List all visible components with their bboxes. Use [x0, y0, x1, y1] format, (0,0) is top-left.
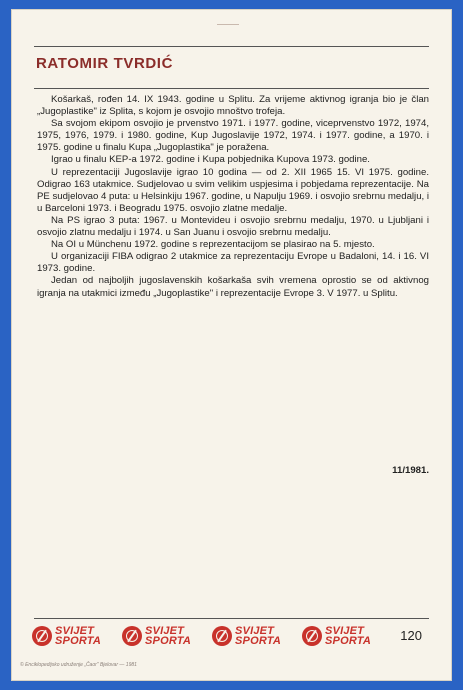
bio-paragraph: U organizaciji FIBA odigrao 2 utakmice za reprezentaciju Evrope u Badaloni, 14. i 16. VI 1973. godine. — [37, 251, 429, 275]
footer-divider — [34, 618, 429, 619]
biography-text — [37, 94, 429, 300]
title-divider — [34, 88, 429, 89]
brand-logo — [212, 624, 281, 648]
svijet-sporta-logo-icon — [122, 626, 142, 646]
brand-strip — [32, 624, 427, 652]
svijet-sporta-logo-icon — [302, 626, 322, 646]
brand-wordmark: SVIJET SPORTA — [145, 625, 192, 647]
brand-wordmark: SVIJET SPORTA — [235, 625, 282, 647]
bio-paragraph: Sa svojom ekipom osvojio je prvenstvo 1971. i 1977. godine, viceprvenstvo 1972, 1974, 1975, 1976, 1979. i 1980. godine, Kup Jugoslavije 1972, 1974. i 1977. godine, a 1970. i 1975. godine u finalu Kupa „Jugoplastika" je poražena. — [37, 118, 429, 154]
bio-paragraph: Na OI u Münchenu 1972. godine s reprezentacijom se plasirao na 5. mjesto. — [51, 239, 375, 251]
brand-wordmark: SVIJET SPORTA — [55, 625, 102, 647]
svijet-sporta-logo-icon — [32, 626, 52, 646]
top-mark — [217, 24, 239, 25]
brand-logo — [122, 624, 191, 648]
bio-paragraph: Na PS igrao 3 puta: 1967. u Montevideu i osvojio srebrnu medalju, 1970. u Ljubljani i osvojio zlatnu medalju i 1974. u San Juanu i osvojio srebrnu medalju. — [37, 214, 429, 239]
brand-wordmark: SVIJET SPORTA — [325, 625, 372, 647]
issue-date: 11/1981. — [392, 465, 429, 476]
bio-paragraph: U reprezentaciji Jugoslavije igrao 10 godina — od 2. XII 1965 15. VI 1975. godine. Odigrao 163 utakmice. Sudjelovao u svim velikim uspjesima i pobjedama reprezentacije. Na PE sudjelovao 4 puta: u Helsinkiju 1967. godine, u Napulju 1969. i osvojio srebrnu medalju, i u Barceloni 1973. i Beogradu 1975. osvojio zlatne medalje. — [37, 166, 429, 214]
copyright-line: © Enciklopedijsko udruženje „Čaor" Bjelovar — 1981 — [20, 662, 137, 668]
sport-card — [12, 10, 451, 680]
bio-paragraph: Igrao u finalu KEP-a 1972. godine i Kupa pobjednika Kupova 1973. godine. — [51, 154, 370, 166]
brand-logo — [32, 624, 101, 648]
card-number: 120 — [400, 628, 422, 643]
svijet-sporta-logo-icon — [212, 626, 232, 646]
top-divider — [34, 46, 429, 47]
bio-paragraph: Košarkaš, rođen 14. IX 1943. godine u Splitu. Za vrijeme aktivnog igranja bio je član „Jugoplastike" iz Splita, s kojom je osvojio mnoštvo trofeja. — [37, 94, 429, 118]
bio-paragraph: Jedan od najboljih jugoslavenskih košarkaša svih vremena oprostio se od aktivnog igranja na utakmici između „Jugoplastike" i reprezentacije Evrope 3. V 1977. u Splitu. — [37, 275, 429, 299]
brand-logo — [302, 624, 371, 648]
athlete-name-title: RATOMIR TVRDIĆ — [36, 55, 174, 72]
